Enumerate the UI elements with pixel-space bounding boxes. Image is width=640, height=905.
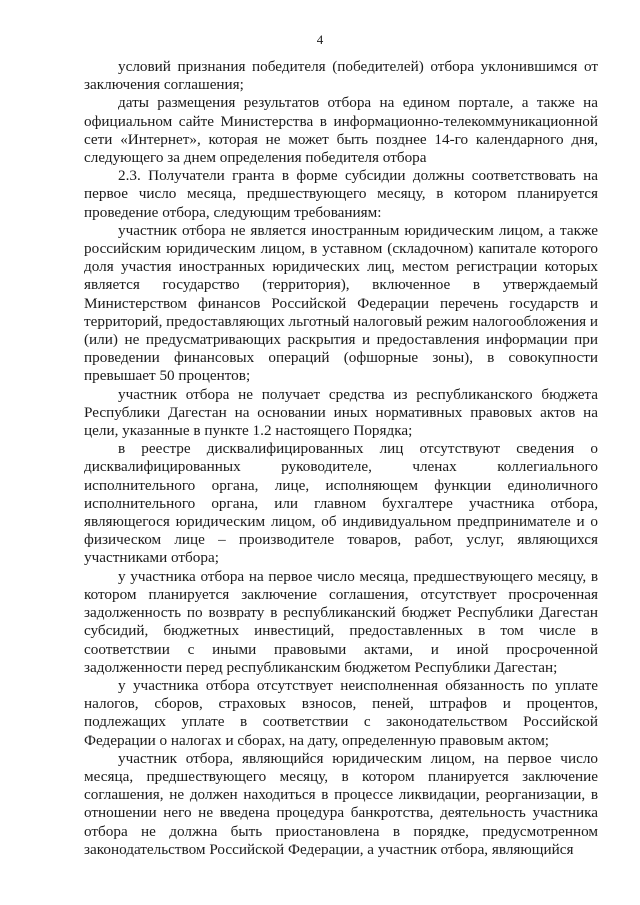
paragraph-no-other-budget-funds: участник отбора не получает средства из республиканского бюджета Республики Дагестан на основании иных нормативных правовых актов на цели, указанные в пункте 1.2 настоящего Порядка;	[84, 385, 598, 440]
paragraph-no-overdue-debt: у участника отбора на первое число месяца, предшествующего месяцу, в котором планируется заключение соглашения, отсутствует просроченная задолженность по возврату в республиканский бюджет Республики Дагестан субсидий, бюджетных инвестиций, предоставленных в том числе в соответствии с иными правовыми актами, и иной просроченной задолженности перед республиканским бюджетом Республики Дагестан;	[84, 567, 598, 676]
paragraph-section-2-3: 2.3. Получатели гранта в форме субсидии должны соответствовать на первое число месяца, предшествующего месяцу, в котором планируется проведение отбора, следующим требованиям:	[84, 167, 598, 221]
paragraph-no-liquidation: участник отбора, являющийся юридическим лицом, на первое число месяца, предшествующего месяцу, в котором планируется заключение соглашения, не должен находиться в процессе ликвидации, реорганизации, в отношении него не введена процедура банкротства, деятельность участника отбора не должна быть приостановлена в порядке, предусмотренном законодательством Российской Федерации, а участник отбора, являющийся	[84, 749, 598, 858]
paragraph-results-publication-date: даты размещения результатов отбора на едином портале, а также на официальном сайте Министерства в информационно-телекоммуникационной сети «Интернет», которая не может быть позднее 14-го календарного дня, следующего за днем определения победителя отбора	[84, 94, 598, 167]
paragraph-continuation-winner-evasion: условий признания победителя (победителей) отбора уклонившимся от заключения соглашения;	[84, 58, 598, 94]
paragraph-disqualified-persons: в реестре дисквалифицированных лиц отсутствуют сведения о дисквалифицированных руководителе, членах коллегиального исполнительного органа, лице, исполняющем функции единоличного исполнительного органа, или главном бухгалтере участника отбора, являющегося юридическим лицом, об индивидуальном предпринимателе и о физическом лице – производителе товаров, работ, услуг, являющихся участниками отбора;	[84, 440, 598, 567]
document-body	[84, 58, 598, 859]
paragraph-no-tax-arrears: у участника отбора отсутствует неисполненная обязанность по уплате налогов, сборов, страховых взносов, пеней, штрафов и процентов, подлежащих уплате в соответствии с законодательством Российской Федерации о налогах и сборах, на дату, определенную правовым актом;	[84, 676, 598, 749]
paragraph-foreign-entity-requirement: участник отбора не является иностранным юридическим лицом, а также российским юридическим лицом, в уставном (складочном) капитале которого доля участия иностранных юридических лиц, местом регистрации которых является государство (территория), включенное в утверждаемый Министерством финансов Российской Федерации перечень государств и территорий, предоставляющих льготный налоговый режим налогообложения и (или) не предусматривающих раскрытия и предоставления информации при проведении финансовых операций (офшорные зоны), в совокупности превышает 50 процентов;	[84, 221, 599, 385]
page-number: 4	[316, 32, 324, 47]
